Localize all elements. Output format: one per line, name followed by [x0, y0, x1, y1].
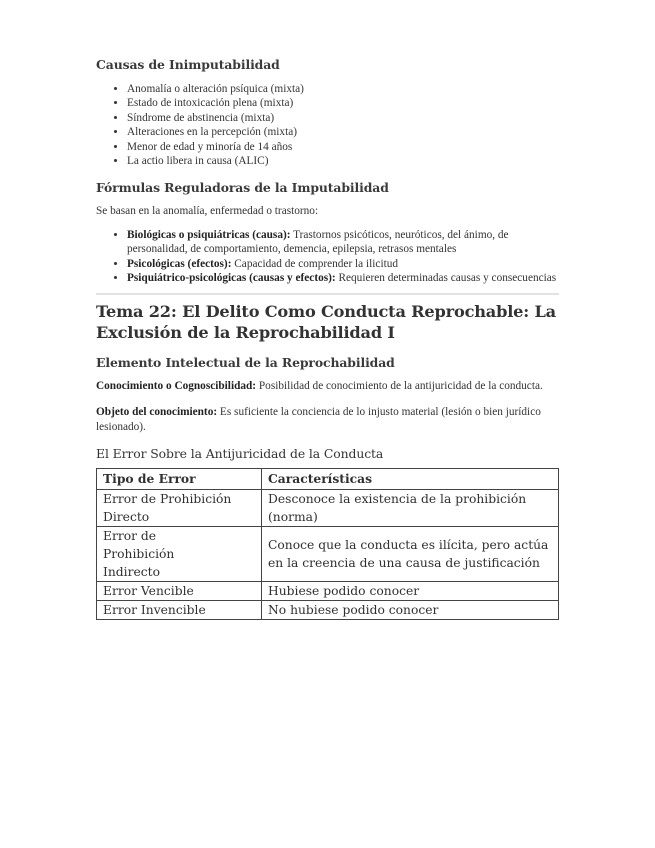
heading-causas: Causas de Inimputabilidad [96, 57, 280, 72]
heading-elemento: Elemento Intelectual de la Reprochabilidad [96, 354, 395, 370]
paragraph-text: Posibilidad de conocimiento de la antijuricidad de la conducta. [256, 379, 543, 392]
formula-term: Biológicas o psiquiátricas (causa): [127, 228, 291, 241]
column-header: Tipo de Error [97, 469, 262, 490]
list-item: • Anomalía o alteración psíquica (mixta) [127, 82, 559, 96]
formulas-intro: Se basan en la anomalía, enfermedad o trastorno: [96, 205, 319, 218]
formula-term: Psicológicas (efectos): [127, 257, 232, 270]
list-item: • La actio libera in causa (ALIC) [127, 154, 559, 168]
table-cell: Error de Prohibición Directo [97, 490, 262, 527]
paragraph-text: Es suficiente la conciencia de lo injusto material (lesión o bien jurídico lesionado). [96, 406, 541, 433]
table-cell: Conoce que la conducta es ilícita, pero actúa en la creencia de una causa de justificación [262, 527, 559, 582]
table-cell: Error Vencible [97, 582, 262, 601]
heading-error: El Error Sobre la Antijuricidad de la Conducta [96, 446, 384, 462]
list-item [127, 257, 559, 271]
table-row [97, 527, 559, 582]
table-cell: No hubiese podido conocer [262, 601, 559, 620]
table-cell: Hubiese podido conocer [262, 582, 559, 601]
page-title: Tema 22: El Delito Como Conducta Reprochable: La Exclusión de la Reprochabilidad I [96, 301, 556, 343]
causas-list [96, 82, 559, 168]
paragraph-term: Objeto del conocimiento: [96, 406, 218, 419]
table-cell: Error Invencible [97, 601, 262, 620]
paragraph-conocimiento [96, 379, 559, 394]
list-item: • Menor de edad y minoría de 14 años [127, 140, 559, 154]
column-header: Características [262, 469, 559, 490]
list-item: • Alteraciones en la percepción (mixta) [127, 125, 559, 139]
formula-text: Capacidad de comprender la ilicitud [231, 257, 399, 270]
list-item: • Estado de intoxicación plena (mixta) [127, 96, 559, 110]
table-row [97, 490, 559, 527]
table-cell: Error de Prohibición Indirecto [97, 527, 262, 582]
formulas-list [96, 228, 559, 286]
paragraph-term: Conocimiento o Cognoscibilidad: [96, 379, 257, 392]
table-row [97, 582, 559, 601]
heading-formulas: Fórmulas Reguladoras de la Imputabilidad [96, 180, 389, 196]
table-cell: Desconoce la existencia de la prohibición (norma) [262, 490, 559, 527]
paragraph-objeto [96, 405, 559, 434]
list-item: • Síndrome de abstinencia (mixta) [127, 111, 559, 125]
section-divider [96, 293, 559, 295]
list-item [127, 228, 559, 257]
formula-text: Trastornos psicóticos, neuróticos, del ánimo, de personalidad, de comportamiento, demencia, epilepsia, retrasos mentales [127, 228, 509, 256]
formula-term: Psiquiátrico-psicológicas (causas y efectos): [127, 272, 336, 285]
list-item [127, 271, 559, 285]
table-header-row [97, 469, 559, 490]
document-page [96, 56, 559, 620]
formula-text: Requieren determinadas causas y consecuencias [335, 272, 557, 285]
table-row [97, 601, 559, 620]
error-table [96, 468, 559, 620]
